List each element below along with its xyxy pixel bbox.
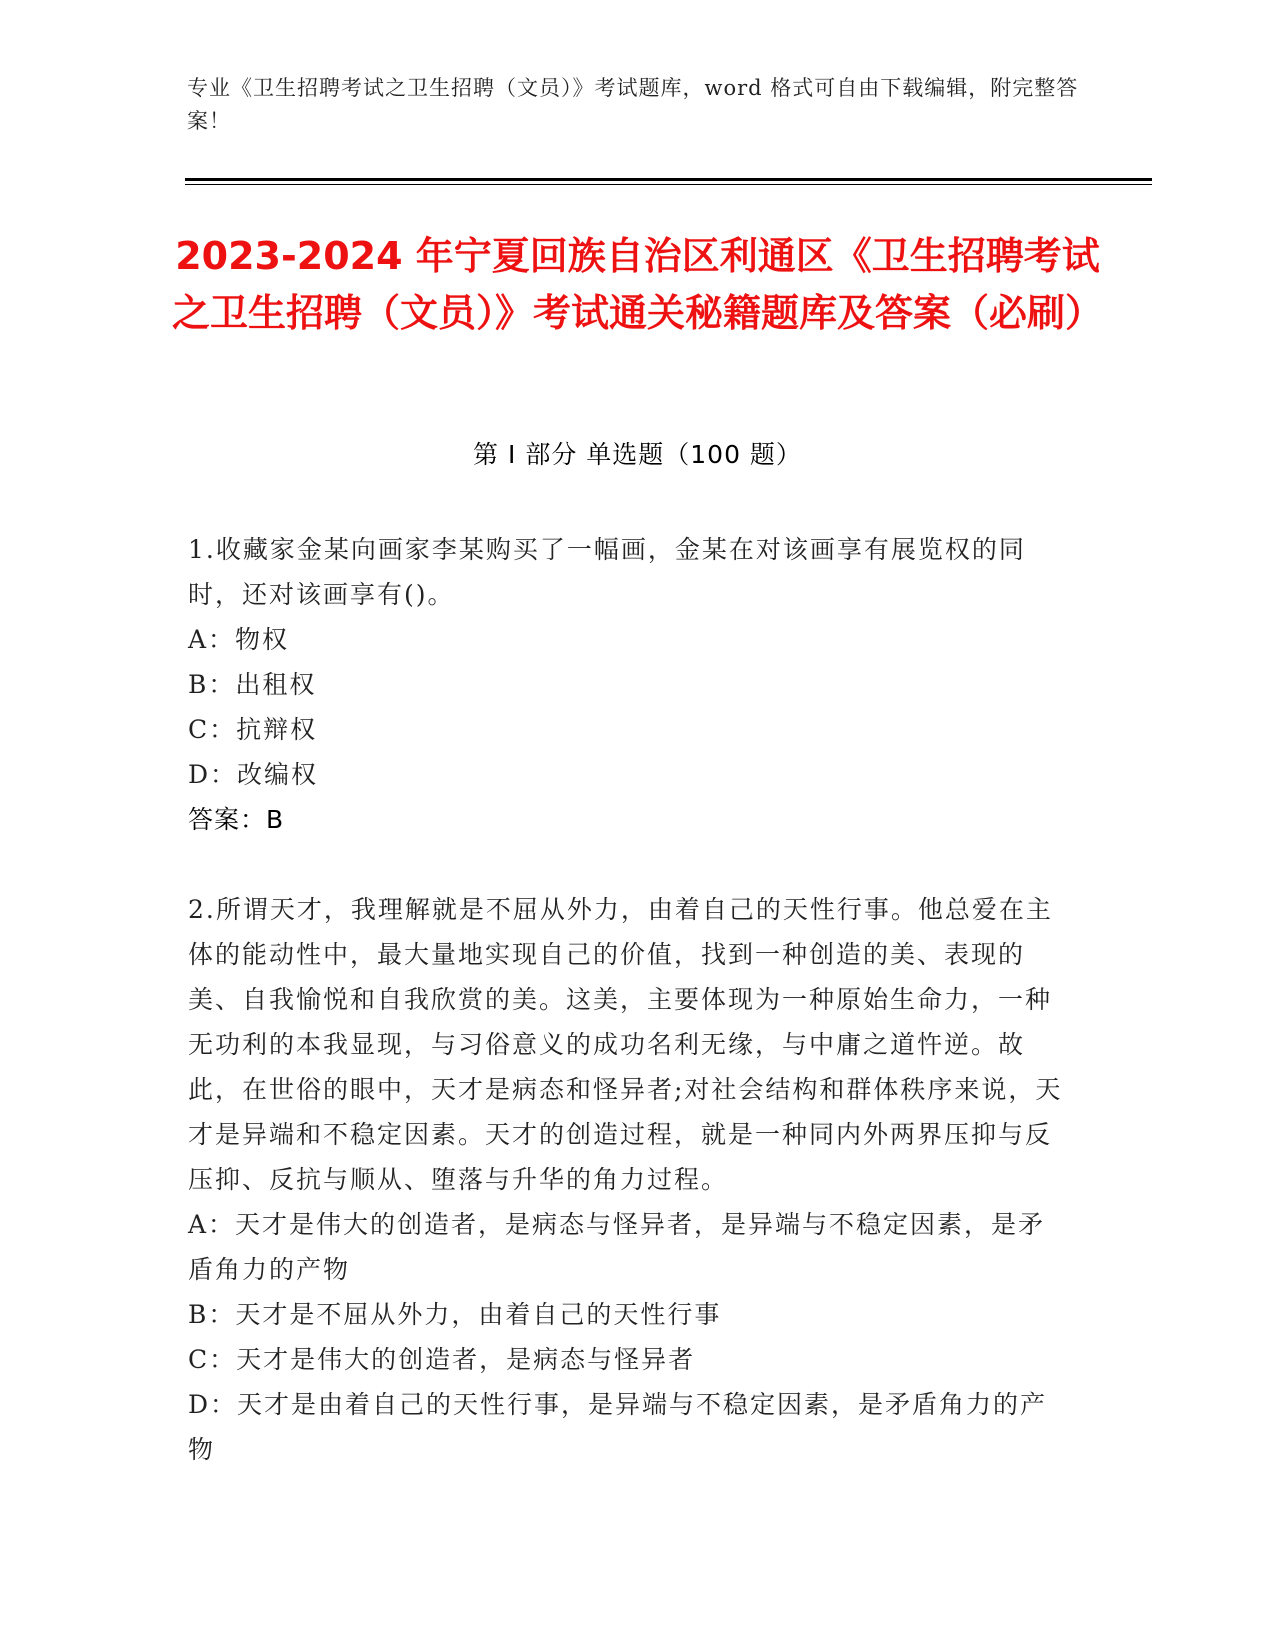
section-heading: 第 I 部分 单选题（100 题） [473,440,802,469]
option-c: C：抗辩权 [188,715,318,744]
option-a: A：天才是伟大的创造者，是病态与怪异者，是异端与不稳定因素，是矛盾角力的产物 [188,1210,1046,1284]
option-d: D：天才是由着自己的天性行事，是异端与不稳定因素，是矛盾角力的产物 [188,1390,1048,1464]
header-rule-thin [185,184,1152,185]
question-stem: 1.收藏家金某向画家李某购买了一幅画，金某在对该画享有展览权的同时，还对该画享有()。 [188,535,1026,609]
document-title: 2023-2024 年宁夏回族自治区利通区《卫生招聘考试之卫生招聘（文员）》考试通关秘籍题库及答案（必刷） [171,234,1103,335]
question-1 [188,527,1068,842]
answer-line: 答案：B [188,805,285,834]
header-rule-thick [185,178,1152,181]
question-stem: 2.所谓天才，我理解就是不屈从外力，由着自己的天性行事。他总爱在主体的能动性中，最大量地实现自己的价值，找到一种创造的美、表现的美、自我愉悦和自我欣赏的美。这美，主要体现为一种原始生命力，一种无功利的本我显现，与习俗意义的成功名利无缘，与中庸之道忤逆。故此，在世俗的眼中，天才是病态和怪异者;对社会结构和群体秩序来说，天才是异端和不稳定因素。天才的创造过程，就是一种同内外两界压抑与反压抑、反抗与顺从、堕落与升华的角力过程。 [188,895,1063,1194]
option-b: B：天才是不屈从外力，由着自己的天性行事 [188,1300,722,1329]
option-b: B：出租权 [188,670,317,699]
question-2 [188,887,1068,1472]
option-d: D：改编权 [188,760,319,789]
option-c: C：天才是伟大的创造者，是病态与怪异者 [188,1345,696,1374]
header-note: 专业《卫生招聘考试之卫生招聘（文员）》考试题库，word 格式可自由下载编辑，附完整答案！ [187,76,1079,133]
option-a: A：物权 [188,625,290,654]
